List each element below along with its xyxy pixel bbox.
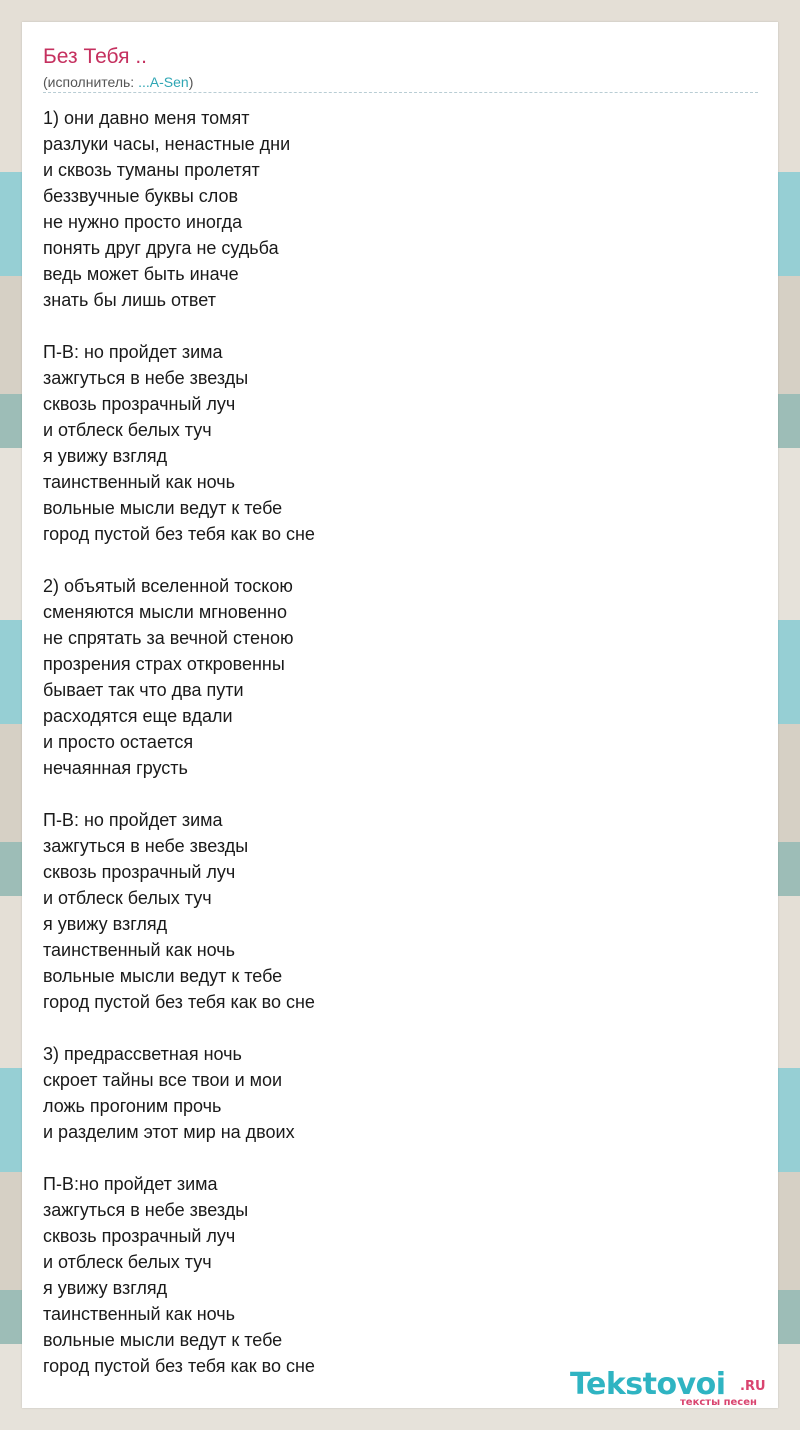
lyric-line: П-В: но пройдет зима (43, 810, 223, 830)
lyric-line: и отблеск белых туч (43, 888, 212, 908)
lyric-line: беззвучные буквы слов (43, 186, 239, 206)
lyric-line: и разделим этот мир на двоих (43, 1122, 295, 1142)
lyric-line: разлуки часы, ненастные дни (43, 134, 291, 154)
stanza-gap (43, 547, 315, 573)
lyrics-body (43, 105, 315, 1379)
site-logo[interactable] (570, 1368, 780, 1410)
lyric-line: сквозь прозрачный луч (43, 1226, 236, 1246)
logo-tld: .RU (740, 1379, 766, 1394)
lyric-line: и сквозь туманы пролетят (43, 160, 260, 180)
performer-line (43, 73, 193, 91)
lyric-line: сквозь прозрачный луч (43, 862, 236, 882)
lyric-line: не нужно просто иногда (43, 212, 243, 232)
performer-suffix: ) (188, 74, 194, 90)
lyric-line: я увижу взгляд (43, 1278, 168, 1298)
lyric-line: зажгуться в небе звезды (43, 836, 249, 856)
lyric-line: таинственный как ночь (43, 940, 236, 960)
song-title: Без Тебя .. (43, 45, 147, 68)
lyric-line: и отблеск белых туч (43, 1252, 212, 1272)
lyric-line: и отблеск белых туч (43, 420, 212, 440)
logo-name: Tekstovoi (570, 1367, 726, 1402)
lyric-line: расходятся еще вдали (43, 706, 233, 726)
lyric-line: П-В: но пройдет зима (43, 342, 223, 362)
lyric-line: вольные мысли ведут к тебе (43, 1330, 283, 1350)
title-divider (43, 92, 758, 93)
lyric-line: 1) они давно меня томят (43, 108, 250, 128)
lyrics-card (22, 22, 778, 1408)
stanza-gap (43, 1145, 315, 1171)
lyric-line: ведь может быть иначе (43, 264, 239, 284)
lyric-line: сквозь прозрачный луч (43, 394, 236, 414)
lyric-line: сменяются мысли мгновенно (43, 602, 287, 622)
lyric-line: вольные мысли ведут к тебе (43, 966, 283, 986)
lyric-line: город пустой без тебя как во сне (43, 1356, 315, 1376)
lyric-line: я увижу взгляд (43, 446, 168, 466)
performer-link[interactable]: ...A-Sen (138, 74, 189, 90)
lyric-line: П-В:но пройдет зима (43, 1174, 218, 1194)
lyric-line: зажгуться в небе звезды (43, 368, 249, 388)
lyric-line: ложь прогоним прочь (43, 1096, 222, 1116)
logo-tagline: тексты песен (680, 1397, 757, 1408)
lyric-line: и просто остается (43, 732, 194, 752)
lyric-line: бывает так что два пути (43, 680, 244, 700)
stanza-gap (43, 1015, 315, 1041)
lyric-line: скроет тайны все твои и мои (43, 1070, 283, 1090)
lyric-line: город пустой без тебя как во сне (43, 992, 315, 1012)
lyric-line: 2) объятый вселенной тоскою (43, 576, 293, 596)
stanza-gap (43, 313, 315, 339)
lyric-line: я увижу взгляд (43, 914, 168, 934)
lyric-line: город пустой без тебя как во сне (43, 524, 315, 544)
lyric-line: таинственный как ночь (43, 472, 236, 492)
lyric-line: вольные мысли ведут к тебе (43, 498, 283, 518)
lyric-line: 3) предрассветная ночь (43, 1044, 242, 1064)
lyric-line: таинственный как ночь (43, 1304, 236, 1324)
stanza-gap (43, 781, 315, 807)
lyric-line: прозрения страх откровенны (43, 654, 285, 674)
performer-prefix: (исполнитель: (43, 74, 139, 90)
lyric-line: знать бы лишь ответ (43, 290, 216, 310)
lyric-line: зажгуться в небе звезды (43, 1200, 249, 1220)
lyric-line: нечаянная грусть (43, 758, 188, 778)
lyric-line: не спрятать за вечной стеною (43, 628, 294, 648)
lyric-line: понять друг друга не судьба (43, 238, 279, 258)
